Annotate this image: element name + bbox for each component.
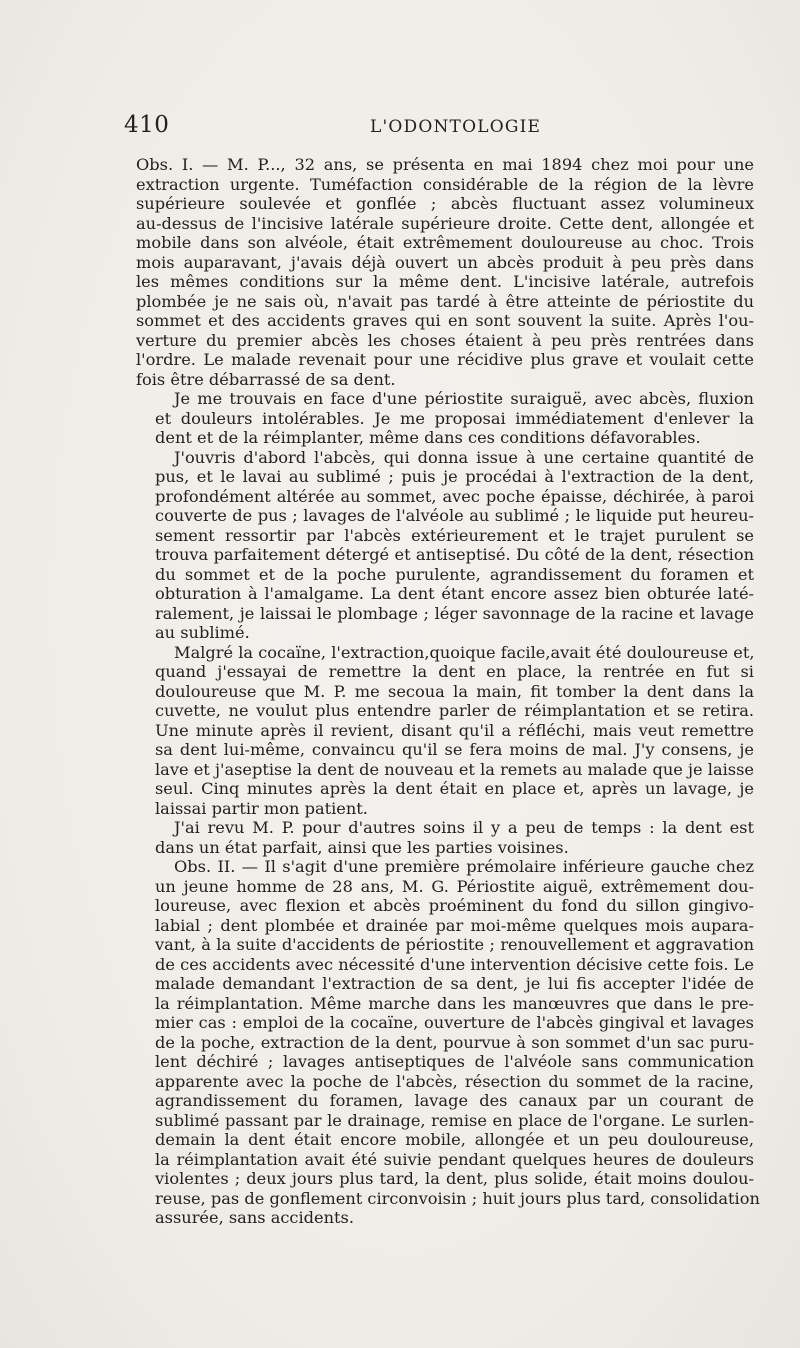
text-line: trouva parfaitement détergé et antiseptisé. Du côté de la dent, résection (155, 545, 754, 564)
text-line: profondément altérée au sommet, avec poche épaisse, déchirée, à paroi (155, 486, 754, 506)
text-line: J'ai revu M. P. pour d'autres soins il y a peu de temps : la dent est (174, 818, 754, 837)
text-line: loureuse, avec flexion et abcès proéminent du fond du sillon gingivo- (155, 896, 754, 915)
text-line: labial ; dent plombée et drainée par moi-même quelques mois aupara- (155, 915, 754, 935)
text-line: Obs. II. — Il s'agit d'une première prémolaire inférieure gauche chez (174, 857, 754, 876)
paragraph-treatment (136, 448, 754, 643)
text-line: au sublimé. (155, 623, 250, 642)
text-line: ralement, je laissai le plombage ; léger savonnage de la racine et lavage (155, 603, 754, 623)
text-line: violentes ; deux jours plus tard, la dent, plus solide, était moins doulou- (155, 1169, 754, 1188)
text-line: au-dessus de l'incisive latérale supérieure droite. Cette dent, allongée et (136, 213, 754, 233)
text-line: extraction urgente. Tuméfaction considérable de la région de la lèvre (136, 174, 754, 194)
text-line: demain la dent était encore mobile, allongée et un peu douloureuse, (155, 1130, 754, 1149)
text-line: les mêmes conditions sur la même dent. L'incisive latérale, autrefois (136, 272, 754, 291)
text-line: verture du premier abcès les choses étaient à peu près rentrées dans (136, 330, 754, 350)
text-line: laissai partir mon patient. (155, 798, 368, 818)
text-line: obturation à l'amalgame. La dent étant encore assez bien obturée laté- (155, 584, 754, 603)
text-line: la réimplantation. Même marche dans les manœuvres que dans le pre- (155, 993, 754, 1013)
text-line: fois être débarrassé de sa dent. (136, 369, 396, 389)
paragraph-obs-2 (136, 857, 760, 1228)
text-line: cuvette, ne voulut plus entendre parler de réimplantation et se retira. (155, 701, 754, 720)
text-line: de la poche, extraction de la dent, pourvue à son sommet d'un sac puru- (155, 1032, 754, 1052)
page-number: 410 (124, 112, 170, 138)
paragraph-follow-up (136, 818, 754, 857)
text-line: douloureuse que M. P. me secoua la main, fit tomber la dent dans la (155, 681, 754, 701)
text-line: agrandissement du foramen, lavage des canaux par un courant de (155, 1091, 754, 1110)
text-line: malade demandant l'extraction de sa dent, je lui fis accepter l'idée de (155, 974, 754, 993)
page-header (124, 110, 778, 140)
paragraph-obs-1 (136, 155, 754, 389)
text-line: lave et j'aseptise la dent de nouveau et la remets au malade que je laisse (155, 759, 754, 779)
text-line: de ces accidents avec nécessité d'une intervention décisive cette fois. Le (155, 954, 754, 974)
text-line: la réimplantation avait été suivie pendant quelques heures de douleurs (155, 1149, 754, 1169)
text-line: sa dent lui-même, convaincu qu'il se fera moins de mal. J'y consens, je (155, 740, 754, 759)
text-line: Une minute après il revient, disant qu'il a réfléchi, mais veut remettre (155, 720, 754, 740)
text-line: et douleurs intolérables. Je me proposai immédiatement d'enlever la (155, 408, 754, 428)
text-line: sublimé passant par le drainage, remise en place de l'organe. Le surlen- (155, 1110, 754, 1130)
text-line: lent déchiré ; lavages antiseptiques de l'alvéole sans communication (155, 1052, 754, 1071)
text-line: mobile dans son alvéole, était extrêmement douloureuse au choc. Trois (136, 233, 754, 252)
text-line: sement ressortir par l'abcès extérieurement et le trajet purulent se (155, 525, 754, 545)
text-line: Je me trouvais en face d'une périostite suraiguë, avec abcès, fluxion (174, 389, 754, 408)
text-line: du sommet et de la poche purulente, agrandissement du foramen et (155, 564, 754, 584)
paragraph-cocaine (136, 643, 754, 819)
text-line: pus, et le lavai au sublimé ; puis je procédai à l'extraction de la dent, (155, 467, 754, 486)
text-line: quand j'essayai de remettre la dent en place, la rentrée en fut si (155, 662, 754, 681)
running-title: L'ODONTOLOGIE (370, 117, 542, 137)
text-line: Malgré la cocaïne, l'extraction,quoique facile,avait été douloureuse et, (174, 642, 755, 662)
text-line: seul. Cinq minutes après la dent était en place et, après un lavage, je (155, 779, 754, 798)
text-line: apparente avec la poche de l'abcès, résection du sommet de la racine, (155, 1071, 754, 1091)
text-line: mier cas : emploi de la cocaïne, ouverture de l'abcès gingival et lavages (155, 1013, 754, 1032)
text-line: mois auparavant, j'avais déjà ouvert un abcès produit à peu près dans (136, 252, 754, 272)
text-line: sommet et des accidents graves qui en sont souvent la suite. Après l'ou- (136, 311, 754, 330)
text-line: J'ouvris d'abord l'abcès, qui donna issue à une certaine quantité de (174, 447, 754, 467)
text-line: couverte de pus ; lavages de l'alvéole au sublimé ; le liquide put heureu- (155, 506, 754, 525)
text-line: reuse, pas de gonflement circonvoisin ; huit jours plus tard, consolidation (155, 1188, 760, 1208)
text-line: dent et de la réimplanter, même dans ces conditions défavorables. (155, 428, 701, 447)
text-line: l'ordre. Le malade revenait pour une récidive plus grave et voulait cette (136, 350, 754, 369)
body-text (136, 155, 760, 1228)
text-line: dans un état parfait, ainsi que les parties voisines. (155, 837, 569, 857)
paragraph-periostite (136, 389, 754, 448)
text-line: supérieure soulevée et gonflée ; abcès fluctuant assez volumineux (136, 194, 754, 213)
text-line: plombée je ne sais où, n'avait pas tardé à être atteinte de périostite du (136, 291, 754, 311)
text-line: un jeune homme de 28 ans, M. G. Périostite aiguë, extrêmement dou- (155, 876, 754, 896)
text-line: assurée, sans accidents. (155, 1208, 355, 1227)
text-line: vant, à la suite d'accidents de périostite ; renouvellement et aggravation (155, 935, 754, 954)
text-line: Obs. I. — M. P..., 32 ans, se présenta en mai 1894 chez moi pour une (136, 155, 754, 174)
